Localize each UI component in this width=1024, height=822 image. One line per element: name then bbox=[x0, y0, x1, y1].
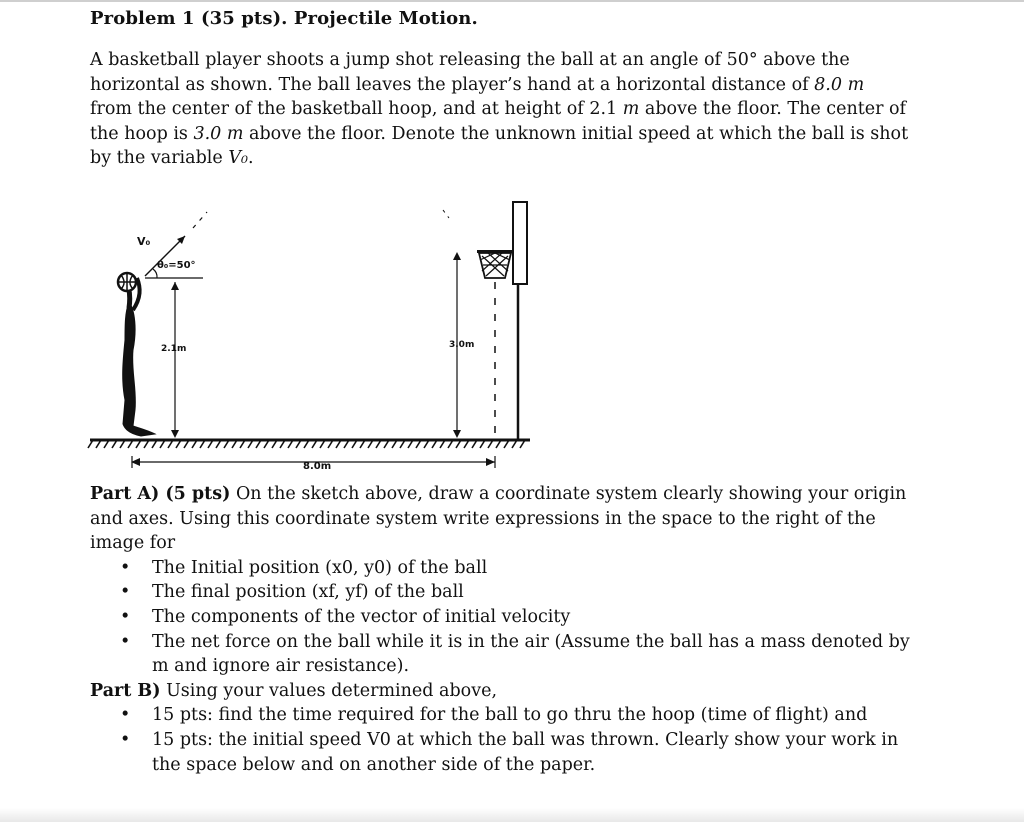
part-a-heading: Part A) (5 pts) bbox=[90, 484, 231, 504]
hoop-height-value: 3.0 m bbox=[193, 123, 244, 144]
problem-statement bbox=[90, 48, 910, 171]
part-a-instructions bbox=[90, 482, 920, 556]
list-item bbox=[90, 728, 920, 777]
part-b-heading: Part B) bbox=[90, 680, 161, 701]
list-item bbox=[90, 703, 920, 728]
statement-text: . bbox=[247, 148, 254, 168]
list-item bbox=[90, 630, 920, 679]
backboard bbox=[513, 202, 527, 284]
release-height-line bbox=[171, 282, 179, 438]
basketball bbox=[118, 273, 136, 291]
bullet: • bbox=[120, 557, 131, 578]
release-height-label: 2.1m bbox=[161, 344, 187, 354]
basketball-diagram bbox=[85, 190, 545, 480]
list-item-text: The net force on the ball while it is in the air (Assume the ball has a mass denoted by m and ignore air resistance). bbox=[152, 631, 910, 677]
statement-text: from the center of the basketball hoop, and at height of 2.1 bbox=[90, 99, 623, 119]
distance-label: 8.0m bbox=[303, 461, 332, 472]
part-a-text: On the sketch above, draw a coordinate system clearly showing your origin and axes. Using this coordinate system write expressions in the space to the right of the image for bbox=[90, 484, 907, 554]
part-a-list bbox=[90, 556, 920, 679]
statement-text: above the floor. The center of the hoop is bbox=[90, 99, 907, 144]
floor bbox=[88, 440, 530, 448]
list-item-text: The Initial position (x0, y0) of the ball bbox=[152, 557, 488, 578]
list-item bbox=[90, 605, 920, 630]
part-b-text: Using your values determined above, bbox=[160, 680, 498, 701]
angle-label: θ₀=50° bbox=[157, 260, 196, 271]
distance-value: 8.0 m bbox=[814, 74, 865, 95]
list-item bbox=[90, 580, 920, 605]
list-item-text: The components of the vector of initial velocity bbox=[152, 606, 571, 627]
initial-speed-variable: V₀ bbox=[228, 148, 248, 168]
bullet: • bbox=[120, 705, 131, 726]
part-b-instructions bbox=[90, 679, 920, 704]
bullet: • bbox=[120, 582, 131, 603]
bullet: • bbox=[120, 729, 131, 750]
problem-parts bbox=[90, 482, 920, 777]
hoop-net bbox=[477, 250, 513, 278]
part-b-list bbox=[90, 703, 920, 777]
bullet: • bbox=[120, 631, 131, 652]
statement-text: A basketball player shoots a jump shot releasing the ball at an angle of 50° above the horizontal as shown. The ball leaves the player’s hand at a horizontal distance of bbox=[90, 50, 850, 95]
list-item-text: 15 pts: the initial speed V0 at which the ball was thrown. Clearly show your work in the space below and on another side of the paper. bbox=[152, 729, 899, 775]
bullet: • bbox=[120, 606, 131, 627]
list-item-text: The final position (xf, yf) of the ball bbox=[152, 582, 464, 603]
list-item-text: 15 pts: find the time required for the ball to go thru the hoop (time of flight) and bbox=[152, 705, 868, 726]
unit-meter: m bbox=[622, 99, 640, 119]
page-top-border bbox=[0, 0, 1024, 2]
list-item bbox=[90, 556, 920, 581]
statement-text: above the floor. Denote the unknown initial speed at which the ball is shot by the variable bbox=[90, 123, 909, 168]
hoop-height-label: 3.0m bbox=[449, 340, 475, 350]
player-figure bbox=[123, 278, 155, 436]
projectile-sketch bbox=[85, 190, 545, 480]
v0-label: V₀ bbox=[137, 235, 151, 248]
page-bottom-shadow bbox=[0, 808, 1024, 822]
problem-title: Problem 1 (35 pts). Projectile Motion. bbox=[90, 8, 478, 29]
hoop-height-line bbox=[443, 210, 461, 438]
